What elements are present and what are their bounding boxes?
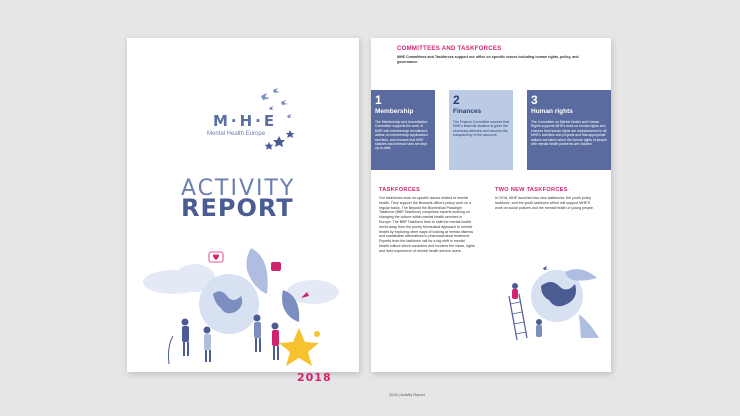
committees-page (371, 38, 611, 397)
people-celebrating-illustration (133, 238, 353, 378)
logo-subtitle: Mental Health Europe (207, 131, 266, 137)
committee-title: Membership (375, 108, 414, 115)
committee-number: 3 (531, 93, 538, 107)
committee-title: Finances (453, 108, 482, 115)
taskforces-text: Our taskforces work on specific issues related to mental health. They support the Brussels office's policy work on a regular basis. The Beyond the Biomedical Paradigm Taskforce (BBP Taskforce) comprises experts working on changing the culture within mental health services in Europe. The BBP Taskforce tries to shift the mental health world away from the purely biomedical approach to mental health by exploring other ways of looking at mental distress and sustainable alternatives to pharmaceutical treatment. Experts from the taskforce call for a big shift in mental health culture which considers and involves the views, rights and lived experience of mental health service users. (379, 196, 475, 253)
report-cover (127, 38, 359, 384)
committees-intro: MHE Committees and Taskforces support our office on specific issues including human rights, policy, and governance. (397, 55, 579, 64)
committee-box-finances (449, 90, 513, 170)
committee-box-human-rights (527, 90, 611, 170)
committee-text: The Committee on Mental Health and Human Rights supports MHE's work on human rights and ensures that human rights are mainstreamed in all MHE's activities and projects and that appropriate actions are taken when the human rights of people with mental health problems are violated. (531, 120, 607, 147)
cover-title-line1: ACTIVITY (181, 176, 296, 201)
committee-text: The Finance Committee ensures that MHE's financial situation is given the necessary attention and secures the transparency of the accounts. (453, 120, 509, 138)
cover-year: 2018 (297, 371, 332, 384)
logo-letters: M·H·E (213, 112, 278, 130)
committees-section-title: COMMITTEES AND TASKFORCES (397, 46, 502, 52)
taskforces-title: TASKFORCES (379, 187, 421, 193)
committee-number: 1 (375, 93, 382, 107)
globe-ladder-illustration (499, 256, 603, 344)
two-new-taskforces-title: TWO NEW TASKFORCES (495, 187, 568, 193)
committee-title: Human rights (531, 108, 573, 115)
cover-title-line2: REPORT (181, 194, 294, 222)
committee-text: The Membership and Accreditation Committee supports the work of MHE with membership recruitment, advise on membership applications and fees, and ensures that MHE statutes and internal rules are kept up-to-date. (375, 120, 428, 151)
committee-box-membership (371, 90, 435, 170)
two-new-taskforces-text: In 2018, MHE launched two new taskforces: the youth policy taskforce, and the youth taskforce which will support MHE'S work on social policies and the mental health of young people. (495, 196, 594, 210)
committee-number: 2 (453, 93, 460, 107)
page-footer: 2018 | Activity Report (389, 393, 425, 397)
